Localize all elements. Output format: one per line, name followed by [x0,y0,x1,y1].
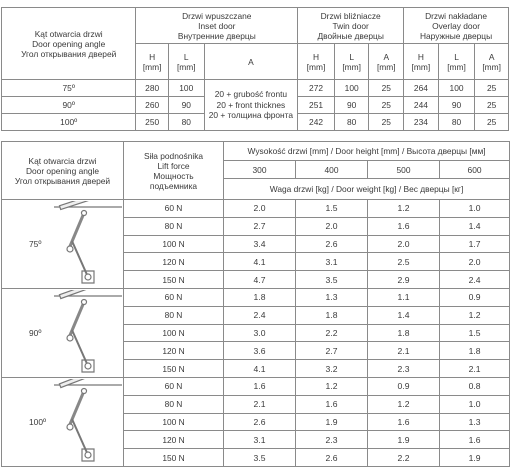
value-cell: 90 [334,97,369,114]
lift-mechanism-90-icon [54,290,122,376]
col-header-twin-l [334,44,369,80]
lift-force-cell: 100 N [124,235,224,253]
angle-cell: 75º [2,200,54,289]
angle-header-cell [2,8,136,80]
col-header-inset-a [204,44,298,80]
weight-cell: 1.4 [440,217,510,235]
lift-force-cell: 120 N [124,342,224,360]
weight-cell: 2.0 [224,200,296,218]
angle-header-line: Угол открывания дверей [14,175,111,186]
overlay-door-label: Наружные дверцы [419,30,493,41]
table-row [2,80,509,97]
weight-cell: 2.2 [368,449,440,467]
value-cell: 25 [369,114,404,131]
weight-cell: 1.7 [440,235,510,253]
lift-force-cell: 80 N [124,306,224,324]
angle-header-line: Door opening angle [32,38,106,49]
col-header-overlay-l [438,44,475,80]
value-cell: 25 [369,80,404,97]
col-header-twin-h [298,44,335,80]
value-cell: 100 [334,80,369,97]
lift-force-cell: 100 N [124,413,224,431]
angle-cell: 90º [2,97,136,114]
value-cell: 280 [136,80,169,97]
weight-cell: 2.3 [296,431,368,449]
force-header-line: подъемника [149,180,198,191]
angle-cell: 75º [2,80,136,97]
lift-force-cell: 80 N [124,395,224,413]
value-cell: 244 [404,97,439,114]
lift-force-cell: 100 N [124,324,224,342]
weight-cell: 4.1 [224,253,296,271]
formula-line: 20 + front thicknes [216,99,286,110]
weight-cell: 0.8 [440,377,510,395]
col-unit: [mm] [411,61,431,72]
value-cell: 25 [475,114,509,131]
overlay-door-header [404,8,509,44]
lift-mechanism-100-icon [54,377,124,466]
weight-cell: 3.1 [296,253,368,271]
col-letter: H [149,51,156,62]
door-height-500: 500 [368,161,440,179]
weight-cell: 3.5 [296,271,368,289]
door-weight-header: Waga drzwi [kg] / Door weight [kg] / Вес дверцы [кг] [224,179,510,200]
lift-force-cell: 80 N [124,217,224,235]
lift-force-table [1,141,510,467]
value-cell: 250 [136,114,169,131]
lift-mechanism-100-icon [54,379,122,465]
force-header-line: Lift force [157,160,190,171]
table-row [2,377,510,395]
weight-cell: 2.1 [440,360,510,378]
weight-cell: 1.6 [224,377,296,395]
door-height-header: Wysokość drzwi [mm] / Door height [mm] / Высота дверцы [мм] [224,142,510,161]
weight-cell: 2.6 [224,413,296,431]
lift-force-header-cell [124,142,224,200]
weight-cell: 3.4 [224,235,296,253]
lift-force-cell: 150 N [124,449,224,467]
twin-door-label: Twin door [332,20,369,31]
lift-mechanism-90-icon [54,288,124,377]
col-unit: [mm] [142,61,162,72]
value-cell: 242 [298,114,335,131]
weight-cell: 2.7 [296,342,368,360]
value-cell: 90 [168,97,204,114]
weight-cell: 2.6 [296,449,368,467]
weight-cell: 2.2 [296,324,368,342]
weight-cell: 2.9 [368,271,440,289]
weight-cell: 0.9 [368,377,440,395]
weight-cell: 1.4 [368,306,440,324]
weight-cell: 1.2 [368,395,440,413]
weight-cell: 1.1 [368,288,440,306]
col-unit: [mm] [482,61,501,72]
weight-cell: 1.5 [440,324,510,342]
col-unit: [mm] [176,61,196,72]
col-header-overlay-h [404,44,439,80]
weight-cell: 2.1 [368,342,440,360]
weight-cell: 2.5 [368,253,440,271]
lift-mechanism-75-icon [54,200,124,289]
angle-header-line: Угол открывания дверей [21,48,117,59]
weight-cell: 1.6 [440,431,510,449]
col-letter: H [417,51,424,62]
value-cell: 80 [438,114,475,131]
col-unit: [mm] [447,61,466,72]
table-row [2,200,510,218]
weight-cell: 1.2 [368,200,440,218]
formula-line: 20 + grubość frontu [214,89,288,100]
col-letter: L [349,51,354,62]
weight-cell: 1.6 [368,413,440,431]
twin-door-label: Двойные дверцы [317,30,384,41]
value-cell: 90 [438,97,475,114]
lift-force-cell: 150 N [124,271,224,289]
weight-cell: 3.6 [224,342,296,360]
lift-force-cell: 120 N [124,431,224,449]
overlay-door-label: Drzwi nakładane [425,10,487,21]
col-letter: A [488,51,495,62]
weight-cell: 2.0 [296,217,368,235]
inset-door-label: Внутренние дверцы [177,30,256,41]
angle-header-line: Kąt otwarcia drzwi [28,155,97,166]
value-cell: 25 [475,97,509,114]
weight-cell: 2.1 [224,395,296,413]
weight-cell: 3.5 [224,449,296,467]
weight-cell: 4.1 [224,360,296,378]
weight-cell: 1.3 [296,288,368,306]
weight-cell: 2.7 [224,217,296,235]
col-unit: [mm] [376,61,396,72]
inset-door-label: Drzwi wpuszczane [182,10,252,21]
value-cell: 25 [369,97,404,114]
value-cell: 251 [298,97,335,114]
value-cell: 80 [334,114,369,131]
col-unit: [mm] [306,61,326,72]
col-unit: [mm] [342,61,361,72]
weight-cell: 2.3 [368,360,440,378]
value-cell: 80 [168,114,204,131]
col-letter: L [183,51,189,62]
weight-cell: 1.0 [440,395,510,413]
value-cell: 260 [136,97,169,114]
weight-cell: 1.9 [440,449,510,467]
weight-cell: 3.0 [224,324,296,342]
col-letter: L [454,51,459,62]
weight-cell: 2.4 [440,271,510,289]
lift-mechanism-75-icon [54,201,122,287]
value-cell: 25 [475,80,509,97]
angle-header-line: Kąt otwarcia drzwi [34,28,103,39]
angle-cell: 100º [2,377,54,466]
angle-cell: 100º [2,114,136,131]
weight-cell: 1.8 [296,306,368,324]
col-header-twin-a [369,44,404,80]
weight-cell: 1.8 [440,342,510,360]
value-cell: 264 [404,80,439,97]
weight-cell: 2.6 [296,235,368,253]
weight-cell: 1.3 [440,413,510,431]
dimensions-table [1,7,509,131]
angle-cell: 90º [2,288,54,377]
weight-cell: 4.7 [224,271,296,289]
force-header-line: Мощность [153,170,194,181]
col-letter: H [313,51,320,62]
col-header-overlay-a [475,44,509,80]
col-header-inset-l [168,44,204,80]
value-cell: 100 [438,80,475,97]
lift-force-cell: 60 N [124,377,224,395]
lift-force-cell: 60 N [124,200,224,218]
door-height-300: 300 [224,161,296,179]
inset-door-label: Inset door [198,20,236,31]
weight-cell: 1.0 [440,200,510,218]
weight-cell: 2.0 [440,253,510,271]
value-cell: 272 [298,80,335,97]
weight-cell: 1.6 [368,217,440,235]
inset-a-formula-cell [204,80,298,131]
door-height-400: 400 [296,161,368,179]
col-letter: A [383,51,390,62]
angle-header-line: Door opening angle [25,165,100,176]
weight-cell: 1.2 [296,377,368,395]
weight-cell: 3.2 [296,360,368,378]
inset-door-header [136,8,298,44]
weight-cell: 1.8 [224,288,296,306]
weight-cell: 2.4 [224,306,296,324]
formula-line: 20 + толщина фронта [208,110,294,121]
overlay-door-label: Overlay door [432,20,481,31]
col-header-inset-h [136,44,169,80]
door-height-600: 600 [440,161,510,179]
twin-door-header [298,8,404,44]
weight-cell: 3.1 [224,431,296,449]
twin-door-label: Drzwi bliźniacze [320,10,381,21]
weight-cell: 1.5 [296,200,368,218]
value-cell: 100 [168,80,204,97]
value-cell: 234 [404,114,439,131]
weight-cell: 1.9 [296,413,368,431]
weight-cell: 2.0 [368,235,440,253]
weight-cell: 0.9 [440,288,510,306]
lift-force-cell: 120 N [124,253,224,271]
weight-cell: 1.6 [296,395,368,413]
lift-force-cell: 150 N [124,360,224,378]
weight-cell: 1.8 [368,324,440,342]
weight-cell: 1.9 [368,431,440,449]
force-header-line: Siła podnośnika [143,150,204,161]
lift-force-cell: 60 N [124,288,224,306]
weight-cell: 1.2 [440,306,510,324]
angle-header-cell [2,142,124,200]
col-letter: A [248,56,254,67]
table-row [2,288,510,306]
